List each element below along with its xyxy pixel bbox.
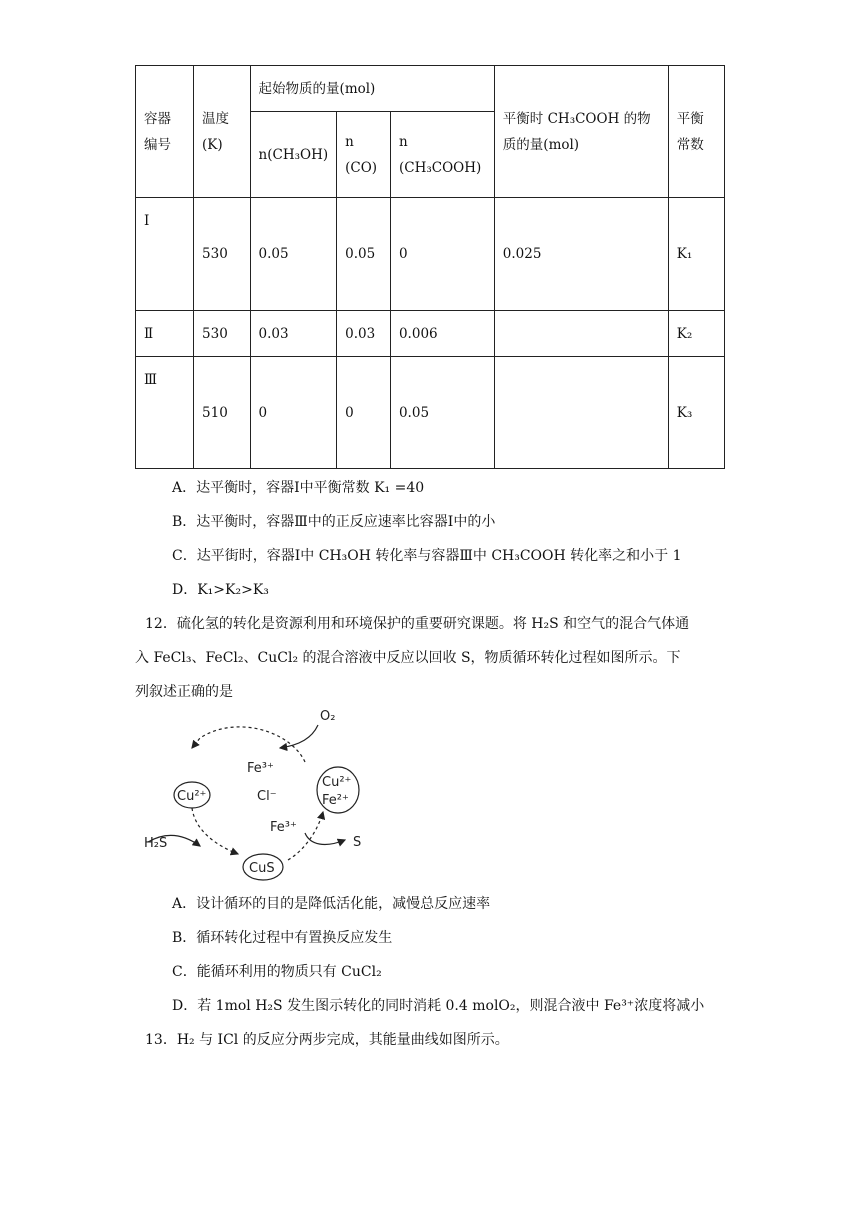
row-k: K₂ [668, 311, 724, 357]
q12-stem-line2: 入 FeCl₃、FeCl₂、CuCl₂ 的混合溶液中反应以回收 S，物质循环转化过程如图所示。下 [135, 650, 681, 666]
label-o2: O₂ [320, 709, 336, 724]
row-temp: 530 [194, 311, 251, 357]
dashed-arrow-left [192, 808, 238, 854]
row-k: K₃ [668, 357, 724, 469]
q12-option-b: B．循环转化过程中有置换反应发生 [172, 930, 393, 946]
label-cl: Cl⁻ [257, 789, 277, 804]
row-id: Ⅱ [136, 311, 194, 357]
q11-option-d: D．K₁>K₂>K₃ [172, 582, 269, 598]
row-ch3cooh: 0.006 [390, 311, 494, 357]
q11-option-a: A．达平衡时，容器Ⅰ中平衡常数 K₁ =40 [172, 480, 425, 496]
row-ch3oh: 0.05 [250, 198, 337, 311]
q12-option-d: D．若 1mol H₂S 发生图示转化的同时消耗 0.4 molO₂，则混合液中 Fe³⁺浓度将减小 [172, 998, 705, 1014]
table-row [136, 311, 725, 357]
row-k: K₁ [668, 198, 724, 311]
row-id: Ⅰ [136, 198, 194, 311]
header-container-no: 容器 编号 [136, 66, 194, 198]
row-co: 0.03 [337, 311, 391, 357]
cycle-diagram [140, 700, 380, 890]
row-ch3oh: 0 [250, 357, 337, 469]
label-fe2-right: Fe²⁺ [322, 793, 349, 808]
dashed-arrow-top [192, 727, 305, 762]
table-row [136, 357, 725, 469]
row-temp: 530 [194, 198, 251, 311]
s-arrow [305, 833, 345, 844]
row-eq [494, 357, 668, 469]
header-n-co: n (CO) [337, 112, 391, 198]
label-s: S [353, 835, 362, 850]
row-ch3oh: 0.03 [250, 311, 337, 357]
q12-option-a: A．设计循环的目的是降低活化能，减慢总反应速率 [172, 896, 491, 912]
row-id: Ⅲ [136, 357, 194, 469]
q13-stem-line1: 13．H₂ 与 ICl 的反应分两步完成，其能量曲线如图所示。 [145, 1032, 509, 1048]
label-cus: CuS [249, 861, 275, 876]
row-co: 0 [337, 357, 391, 469]
header-temperature: 温度 (K) [194, 66, 251, 198]
q12-stem-line3: 列叙述正确的是 [135, 684, 233, 700]
header-n-ch3cooh: n (CH₃COOH) [390, 112, 494, 198]
header-equilibrium-constant: 平衡 常数 [668, 66, 724, 198]
row-co: 0.05 [337, 198, 391, 311]
row-ch3cooh: 0 [390, 198, 494, 311]
label-fe3-bottom: Fe³⁺ [270, 820, 297, 835]
header-equilibrium-amount: 平衡时 CH₃COOH 的物 质的量(mol) [494, 66, 668, 198]
q12-option-c: C．能循环利用的物质只有 CuCl₂ [172, 964, 382, 980]
header-initial-amount: 起始物质的量(mol) [250, 66, 494, 112]
table-row [136, 198, 725, 311]
q12-stem-line1: 12．硫化氢的转化是资源利用和环境保护的重要研究课题。将 H₂S 和空气的混合气体通 [145, 616, 690, 632]
label-cu2-right: Cu²⁺ [322, 775, 352, 790]
equilibrium-table [135, 65, 725, 469]
o2-arrow [280, 725, 318, 748]
label-fe3-top: Fe³⁺ [247, 761, 274, 776]
label-cu2-left: Cu²⁺ [177, 789, 207, 804]
header-n-ch3oh: n(CH₃OH) [250, 112, 337, 198]
q11-option-c: C．达平街时，容器Ⅰ中 CH₃OH 转化率与容器Ⅲ中 CH₃COOH 转化率之和小于 1 [172, 548, 682, 564]
label-h2s: H₂S [144, 836, 168, 851]
row-ch3cooh: 0.05 [390, 357, 494, 469]
row-temp: 510 [194, 357, 251, 469]
row-eq [494, 311, 668, 357]
row-eq: 0.025 [494, 198, 668, 311]
q11-option-b: B．达平衡时，容器Ⅲ中的正反应速率比容器Ⅰ中的小 [172, 514, 496, 530]
